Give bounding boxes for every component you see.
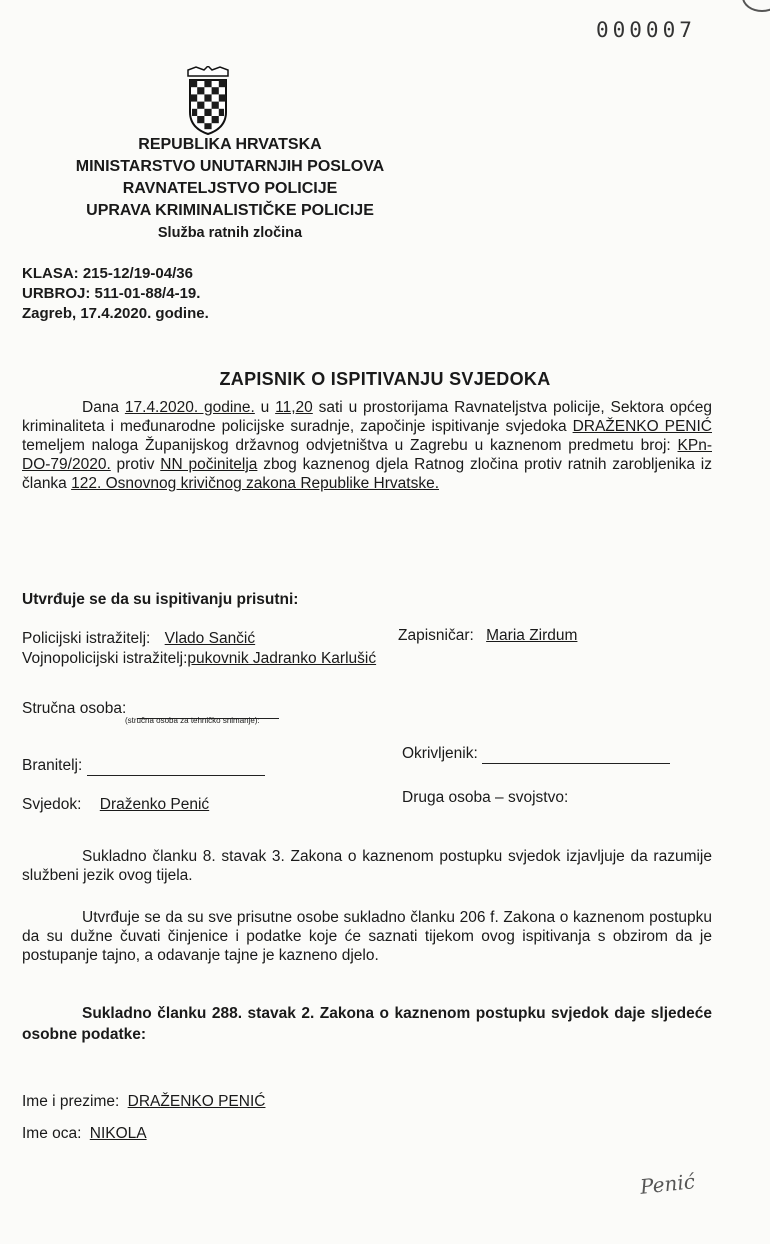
place-date: Zagreb, 17.4.2020. godine. [22, 305, 209, 322]
intro-text-1: Dana [82, 399, 125, 416]
intro-case-number: KPn-DO-79/2020. [22, 437, 712, 473]
language-paragraph: Sukladno članku 8. stavak 3. Zakona o kaznenom postupku svjedok izjavljuje da razumije službeni jezik ovog tijela. [22, 848, 712, 884]
intro-text-4: temeljem naloga Županijskog državnog odvjetništva u Zagrebu u kaznenom predmetu broj: [22, 437, 678, 454]
reference-block [22, 264, 209, 324]
header-line-5: Služba ratnih zločina [157, 225, 303, 241]
document-title: ZAPISNIK O ISPITIVANJU SVJEDOKA [219, 369, 551, 389]
defender-row [22, 756, 265, 776]
military-label: Vojnopolicijski istražitelj: [22, 650, 188, 667]
header-line-1: REPUBLIKA HRVATSKA [138, 136, 322, 153]
secrecy-paragraph: Utvrđuje se da su sve prisutne osobe sukladno članku 206 f. Zakona o kaznenom postupku da su dužne čuvati činjenice i podatke koje će saznati tijekom ovog ispitivanja s obzirom da je postupanje tajno, a odavanje tajne je kazneno djelo. [22, 909, 712, 964]
name-value: DRAŽENKO PENIĆ [127, 1093, 266, 1110]
father-label: Ime oca: [22, 1125, 82, 1142]
intro-paragraph [22, 398, 712, 493]
military-investigator-row [22, 649, 376, 669]
recorder-label: Zapisničar: [398, 627, 474, 644]
personal-data-paragraph: Sukladno članku 288. stavak 2. Zakona o kaznenom postupku svjedok daje sljedeće osobne podatke: [22, 1005, 712, 1043]
intro-article: 122. Osnovnog krivičnog zakona Republike Hrvatske. [71, 475, 440, 492]
intro-text-5: protiv [110, 456, 161, 473]
recorder-row [398, 626, 577, 646]
present-heading: Utvrđuje se da su ispitivanju prisutni: [22, 591, 299, 608]
name-row [22, 1092, 265, 1112]
expert-label: Stručna osoba: [22, 700, 127, 717]
witness-label: Svjedok: [22, 796, 82, 813]
accused-label: Okrivljenik: [402, 745, 478, 762]
intro-text-2: u [254, 399, 276, 416]
intro-date: 17.4.2020. godine. [124, 399, 255, 416]
witness-row [22, 795, 209, 815]
recorder-value: Maria Zirdum [486, 627, 578, 644]
witness-value: Draženko Penić [99, 796, 210, 813]
intro-against: NN počinitelja [160, 456, 258, 473]
accused-row [402, 744, 670, 764]
accused-blank [482, 763, 670, 764]
document-number: 000007 [596, 18, 696, 42]
expert-note: (stručna osoba za tehničko snimanje): [125, 716, 260, 725]
other-person-row: Druga osoba – svojstvo: [402, 789, 569, 806]
police-investigator-row [22, 629, 255, 649]
intro-time: 11,20 [275, 399, 313, 416]
father-row [22, 1124, 147, 1144]
issuer-header [10, 134, 450, 244]
police-label: Policijski istražitelj: [22, 630, 151, 647]
defender-blank [87, 775, 265, 776]
circled-page-mark-icon [742, 0, 770, 12]
klasa: KLASA: 215-12/19-04/36 [22, 265, 193, 282]
intro-text-3: sati u prostorijama Ravnateljstva policije, Sektora općeg kriminaliteta i međunarodne policijske suradnje, započinje ispitivanje svjedoka [22, 399, 713, 435]
urbroj: URBROJ: 511-01-88/4-19. [22, 285, 201, 302]
header-line-2: MINISTARSTVO UNUTARNJIH POSLOVA [75, 158, 385, 175]
defender-label: Branitelj: [22, 757, 83, 774]
croatian-coat-of-arms-icon [184, 66, 232, 136]
father-value: NIKOLA [89, 1125, 147, 1142]
name-label: Ime i prezime: [22, 1093, 120, 1110]
military-value: pukovnik Jadranko Karlušić [187, 650, 377, 667]
police-value: Vlado Sančić [164, 630, 256, 647]
intro-text-6: zbog kaznenog djela Ratnog zločina protiv ratnih zarobljenika iz članka [22, 456, 712, 492]
header-line-3: RAVNATELJSTVO POLICIJE [122, 180, 338, 197]
handwritten-signature: Penić [638, 1169, 696, 1199]
header-line-4: UPRAVA KRIMINALISTIČKE POLICIJE [86, 202, 374, 219]
intro-witness: DRAŽENKO PENIĆ [572, 418, 712, 435]
